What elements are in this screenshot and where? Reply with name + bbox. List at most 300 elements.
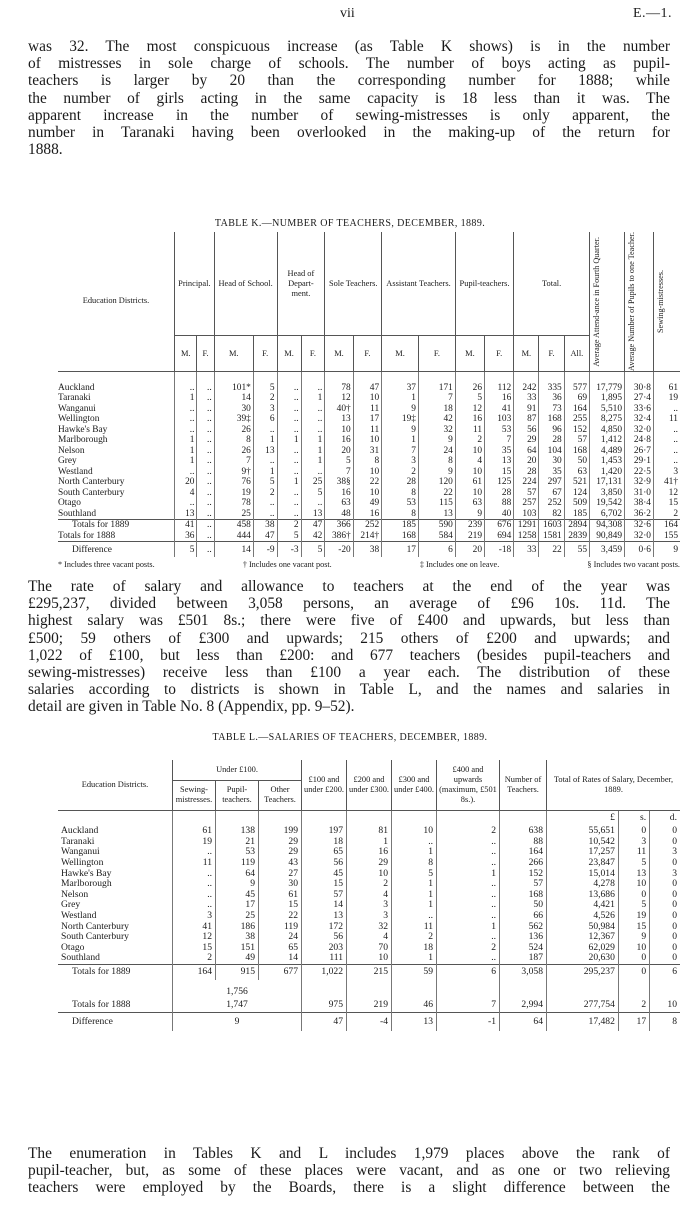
paragraph-line: number in Taranaki having been overlooked in the making-up of the return for — [28, 124, 670, 142]
cell: 55,651 — [547, 826, 619, 837]
table-row — [58, 921, 680, 932]
cell: .. — [197, 541, 214, 557]
table-row — [58, 403, 680, 414]
cell: 24 — [418, 445, 455, 456]
cell: 7 — [214, 456, 253, 467]
cell: 32·9 — [625, 477, 654, 488]
cell: 32 — [418, 424, 455, 435]
paragraph-line: apparent increase in the number of sewing-mistresses is only apparent, the — [28, 106, 670, 124]
cell: .. — [277, 403, 301, 414]
cell: 4 — [347, 890, 392, 901]
table-k-footnotes — [58, 560, 680, 569]
sub-header-female: F. — [539, 336, 564, 372]
cell: 2 — [654, 508, 681, 519]
cell: 22 — [539, 541, 564, 557]
cell: 4,850 — [590, 424, 625, 435]
cell: 120 — [418, 477, 455, 488]
money-unit: £ — [547, 810, 619, 826]
cell: 1 — [301, 456, 325, 467]
cell: 10 — [353, 435, 381, 446]
cell: 20 — [514, 456, 539, 467]
cell: 15 — [618, 921, 649, 932]
cell: 20 — [455, 541, 484, 557]
cell: -18 — [485, 541, 514, 557]
cell: 12,367 — [547, 932, 619, 943]
cell: 31·0 — [625, 487, 654, 498]
cell: .. — [437, 900, 500, 911]
cell: .. — [277, 508, 301, 519]
cell: 43 — [259, 858, 302, 869]
group-assistant-teachers: Assistant Teachers. — [382, 232, 456, 336]
cell: 81 — [347, 826, 392, 837]
cell: 7 — [325, 466, 353, 477]
cell: 19,542 — [590, 498, 625, 509]
cell: 13 — [418, 508, 455, 519]
cell: 22 — [418, 487, 455, 498]
cell: 10 — [650, 997, 680, 1013]
cell: -1 — [437, 1013, 500, 1031]
cell: 186 — [216, 921, 259, 932]
cell: 13 — [618, 868, 649, 879]
district-name: Southland — [58, 508, 97, 519]
cell: 11 — [654, 414, 681, 425]
cell: 11 — [173, 858, 216, 869]
cell: 9 — [382, 424, 419, 435]
cell: 5,510 — [590, 403, 625, 414]
cell: 30 — [539, 456, 564, 467]
table-row — [58, 445, 680, 456]
district-name: Difference — [58, 1013, 173, 1031]
cell: 2 — [455, 435, 484, 446]
cell: 32 — [347, 921, 392, 932]
cell: 252 — [539, 498, 564, 509]
cell: 76 — [214, 477, 253, 488]
cell: 15 — [302, 879, 347, 890]
cell: 17,131 — [590, 477, 625, 488]
col-400-and-upwards: £400 and upwards (maximum, £501 8s.). — [437, 760, 500, 810]
cell: 577 — [564, 382, 589, 393]
cell: 28 — [514, 466, 539, 477]
table-row — [58, 414, 680, 425]
cell: 5 — [277, 530, 301, 541]
cell: 5 — [618, 858, 649, 869]
cell: 0 — [650, 953, 680, 964]
cell: 185 — [382, 519, 419, 530]
district-name: Wanganui — [61, 846, 100, 858]
cell: 5 — [301, 541, 325, 557]
page-header — [0, 6, 700, 28]
cell: 3,850 — [590, 487, 625, 498]
cell: 12 — [325, 393, 353, 404]
cell: 112 — [485, 382, 514, 393]
cell: 78 — [325, 382, 353, 393]
cell: 197 — [302, 826, 347, 837]
cell: 0 — [650, 858, 680, 869]
cell: 61 — [455, 477, 484, 488]
cell: 32·0 — [625, 530, 654, 541]
cell: 20,630 — [547, 953, 619, 964]
table-row — [58, 393, 680, 404]
cell: .. — [197, 519, 214, 530]
cell: -3 — [277, 541, 301, 557]
cell: 3 — [382, 456, 419, 467]
cell: 64 — [514, 445, 539, 456]
cell: 0 — [650, 837, 680, 848]
cell: .. — [437, 837, 500, 848]
col-100-to-200: £100 and under £200. — [302, 760, 347, 810]
district-name: Wellington — [61, 857, 104, 869]
cell: .. — [277, 445, 301, 456]
cell: .. — [654, 403, 681, 414]
col-total-rates-of-salary: Total of Rates of Salary, December, 1889. — [547, 760, 681, 810]
cell: 57 — [302, 890, 347, 901]
cell: 11 — [392, 921, 437, 932]
cell: 2839 — [564, 530, 589, 541]
cell: 214† — [353, 530, 381, 541]
cell: 677 — [259, 964, 302, 980]
cell: 50,984 — [547, 921, 619, 932]
cell: 31 — [353, 445, 381, 456]
table-row — [58, 541, 680, 557]
cell: 11 — [353, 424, 381, 435]
cell: 55 — [564, 541, 589, 557]
cell: 61 — [173, 826, 216, 837]
cell: 38§ — [325, 477, 353, 488]
cell: .. — [392, 911, 437, 922]
paragraph-1 — [28, 38, 670, 158]
cell: 168 — [500, 890, 547, 901]
cell: .. — [197, 435, 214, 446]
cell: 57 — [514, 487, 539, 498]
cell: 32·4 — [625, 414, 654, 425]
sub-header-male: M. — [214, 336, 253, 372]
table-row — [58, 466, 680, 477]
cell: 32·0 — [625, 424, 654, 435]
cell: 57 — [564, 435, 589, 446]
paragraph-line: teachers were employed by the Boards, there is a slight difference between the — [28, 1179, 670, 1197]
district-name: Southland — [61, 952, 100, 964]
cell: .. — [277, 414, 301, 425]
cell: 16 — [347, 847, 392, 858]
cell: 22·5 — [625, 466, 654, 477]
cell: 41 — [485, 403, 514, 414]
cell: 29 — [347, 858, 392, 869]
cell: 1 — [347, 837, 392, 848]
cell: 119 — [216, 858, 259, 869]
cell: 562 — [500, 921, 547, 932]
cell: .. — [654, 424, 681, 435]
col-average-attendance: Average Attend-ance in Fourth Quarter. — [592, 236, 601, 367]
cell: 10 — [392, 826, 437, 837]
cell: 87 — [514, 414, 539, 425]
cell: 5 — [301, 487, 325, 498]
cell: 33 — [514, 541, 539, 557]
cell: .. — [173, 890, 216, 901]
cell: 61 — [654, 382, 681, 393]
sub-header-female: F. — [253, 336, 277, 372]
cell: 185 — [564, 508, 589, 519]
cell: 1581 — [539, 530, 564, 541]
cell: 252 — [353, 519, 381, 530]
cell: 41 — [175, 519, 197, 530]
cell: 2 — [437, 826, 500, 837]
cell: 10 — [618, 879, 649, 890]
cell: 215 — [347, 964, 392, 980]
cell: 1 — [175, 435, 197, 446]
table-row — [58, 477, 680, 488]
district-name: Hawke's Bay — [58, 424, 108, 435]
cell: 25 — [214, 508, 253, 519]
cell: 16 — [485, 393, 514, 404]
table-k — [58, 232, 680, 557]
cell: 676 — [485, 519, 514, 530]
cell: 1,453 — [590, 456, 625, 467]
cell: 5 — [618, 900, 649, 911]
cell: 297 — [539, 477, 564, 488]
district-name: Marlborough — [61, 878, 112, 890]
cell: 28 — [382, 477, 419, 488]
cell: 88 — [500, 837, 547, 848]
cell: 96 — [539, 424, 564, 435]
district-name: Totals for 1889 — [58, 519, 175, 530]
cell: .. — [175, 414, 197, 425]
cell: 1603 — [539, 519, 564, 530]
cell: .. — [301, 466, 325, 477]
cell: .. — [277, 456, 301, 467]
cell: 18 — [392, 943, 437, 954]
cell: 14 — [302, 900, 347, 911]
cell: 1 — [382, 393, 419, 404]
cell: .. — [301, 424, 325, 435]
cell: 13,686 — [547, 890, 619, 901]
cell: 50 — [564, 456, 589, 467]
cell: 38 — [216, 932, 259, 943]
group-principal: Principal. — [175, 232, 215, 336]
cell: 65 — [259, 943, 302, 954]
cell: 13 — [302, 911, 347, 922]
cell: 70 — [347, 943, 392, 954]
cell: 16 — [455, 414, 484, 425]
cell: 35 — [539, 466, 564, 477]
cell: 39‡ — [214, 414, 253, 425]
cell: 26 — [214, 424, 253, 435]
cell: 152 — [500, 868, 547, 879]
cell: 386† — [325, 530, 353, 541]
cell: 88 — [485, 498, 514, 509]
table-row — [58, 837, 680, 848]
cell: .. — [197, 414, 214, 425]
cell: 18 — [302, 837, 347, 848]
combined-under-100: 1,756 — [173, 980, 302, 997]
sub-header-male: M. — [325, 336, 353, 372]
col-number-of-teachers: Number of Teachers. — [500, 760, 547, 810]
cell: 13 — [175, 508, 197, 519]
cell: 63 — [325, 498, 353, 509]
cell: 19‡ — [382, 414, 419, 425]
cell: 0 — [618, 953, 649, 964]
cell: 15 — [259, 900, 302, 911]
cell: 69 — [564, 393, 589, 404]
cell: 18 — [418, 403, 455, 414]
cell: 1 — [175, 393, 197, 404]
district-name: Marlborough — [58, 435, 108, 446]
cell: 22 — [259, 911, 302, 922]
district-name: Totals for 1888 — [72, 998, 131, 1010]
group-head-of-school: Head of School. — [214, 232, 277, 336]
cell: 5 — [253, 382, 277, 393]
paragraph-line: £295,237, divided between 3,058 persons, an average of £96 10s. 11d. The — [28, 595, 670, 613]
cell: 41† — [654, 477, 681, 488]
cell: 4,278 — [547, 879, 619, 890]
cell: 90,849 — [590, 530, 625, 541]
cell: 8 — [382, 487, 419, 498]
table-row — [58, 943, 680, 954]
cell: .. — [197, 498, 214, 509]
cell: 1 — [301, 445, 325, 456]
cell: 458 — [214, 519, 253, 530]
cell: .. — [392, 837, 437, 848]
cell: .. — [175, 382, 197, 393]
district-name: South Canterbury — [61, 931, 129, 943]
table-row — [58, 519, 680, 530]
cell: 49 — [353, 498, 381, 509]
table-row — [58, 900, 680, 911]
district-name: Taranaki — [61, 835, 95, 847]
cell: 151 — [216, 943, 259, 954]
group-pupil-teachers: Pupil-teachers. — [455, 232, 513, 336]
district-name: Difference — [58, 541, 175, 557]
cell: .. — [277, 393, 301, 404]
cell: 19 — [214, 487, 253, 498]
paragraph-line: the number of girls acting in the same capacity is 18 less than it was. The — [28, 89, 670, 107]
cell: 8 — [418, 456, 455, 467]
cell: 1 — [437, 868, 500, 879]
cell: 4 — [175, 487, 197, 498]
cell: 3 — [650, 868, 680, 879]
district-name: Totals for 1888 — [58, 530, 116, 541]
sub-header-female: F. — [418, 336, 455, 372]
district-name: Westland — [61, 910, 97, 922]
cell: 115 — [418, 498, 455, 509]
cell: -9 — [253, 541, 277, 557]
cell: 1,412 — [590, 435, 625, 446]
cell: 5 — [253, 477, 277, 488]
cell: 3,459 — [590, 541, 625, 557]
cell: 168 — [564, 445, 589, 456]
table-row — [58, 382, 680, 393]
cell: 125 — [485, 477, 514, 488]
table-row — [58, 826, 680, 837]
cell: 168 — [382, 530, 419, 541]
cell: .. — [301, 382, 325, 393]
cell: 5 — [175, 541, 197, 557]
cell: 47 — [253, 530, 277, 541]
cell: 9 — [618, 932, 649, 943]
cell: 42 — [301, 530, 325, 541]
cell: 63 — [455, 498, 484, 509]
cell: 13 — [392, 1013, 437, 1031]
district-name: Auckland — [61, 825, 99, 837]
table-row — [58, 932, 680, 943]
cell: .. — [654, 435, 681, 446]
cell: 172 — [302, 921, 347, 932]
sub-header-male: M. — [277, 336, 301, 372]
sub-header-female: F. — [301, 336, 325, 372]
district-name: Hawke's Bay — [61, 867, 112, 879]
group-sole-teachers: Sole Teachers. — [325, 232, 382, 336]
sub-header-female: F. — [197, 336, 214, 372]
cell: 3 — [347, 900, 392, 911]
cell: 53 — [382, 498, 419, 509]
cell: 111 — [302, 953, 347, 964]
cell: 38 — [253, 519, 277, 530]
cell: 22 — [353, 477, 381, 488]
paragraph-line: The rate of salary and allowance to teachers at the end of the year was — [28, 578, 670, 595]
cell: 1 — [392, 890, 437, 901]
cell: 257 — [514, 498, 539, 509]
cell: .. — [301, 414, 325, 425]
cell: 53 — [216, 847, 259, 858]
page-number: vii — [340, 6, 355, 21]
cell: 24 — [259, 932, 302, 943]
paragraph-line: teachers is larger by 20 than the corresponding number for 1888; while — [28, 72, 670, 90]
cell: 2 — [277, 519, 301, 530]
cell: 2 — [347, 879, 392, 890]
cell: 14 — [214, 541, 253, 557]
district-name: Nelson — [61, 888, 89, 900]
district-name: Otago — [58, 498, 81, 509]
cell: .. — [197, 466, 214, 477]
group-total: Total. — [514, 232, 590, 336]
cell: 24·8 — [625, 435, 654, 446]
district-name: Westland — [58, 466, 93, 477]
cell: 8 — [382, 508, 419, 519]
cell: 17 — [382, 541, 419, 557]
cell: 37 — [382, 382, 419, 393]
cell: 584 — [418, 530, 455, 541]
cell: 2 — [253, 393, 277, 404]
cell: .. — [437, 932, 500, 943]
cell: 9 — [382, 403, 419, 414]
cell: 66 — [500, 911, 547, 922]
cell: 15 — [173, 943, 216, 954]
table-row — [58, 868, 680, 879]
cell: 1 — [301, 435, 325, 446]
cell: 0 — [650, 900, 680, 911]
cell: 524 — [500, 943, 547, 954]
cell: 6,702 — [590, 508, 625, 519]
cell: .. — [197, 382, 214, 393]
cell: -4 — [347, 1013, 392, 1031]
cell: 13 — [301, 508, 325, 519]
cell: 6 — [253, 414, 277, 425]
cell: 10,542 — [547, 837, 619, 848]
table-l-caption: TABLE L.—SALARIES OF TEACHERS, DECEMBER, 1889. — [212, 732, 488, 743]
sub-header-male: M. — [514, 336, 539, 372]
cell: 26·7 — [625, 445, 654, 456]
cell: .. — [175, 403, 197, 414]
cell: .. — [253, 498, 277, 509]
paragraph-line: 1888. — [28, 141, 63, 159]
cell: 47 — [302, 1013, 347, 1031]
col-sewing-mistresses: Sewing-mistresses. — [173, 780, 216, 810]
cell: .. — [437, 858, 500, 869]
col-other-teachers: Other Teachers. — [259, 780, 302, 810]
cell: 13 — [485, 456, 514, 467]
cell: 2 — [392, 932, 437, 943]
cell: 33 — [514, 393, 539, 404]
cell: 10 — [455, 487, 484, 498]
